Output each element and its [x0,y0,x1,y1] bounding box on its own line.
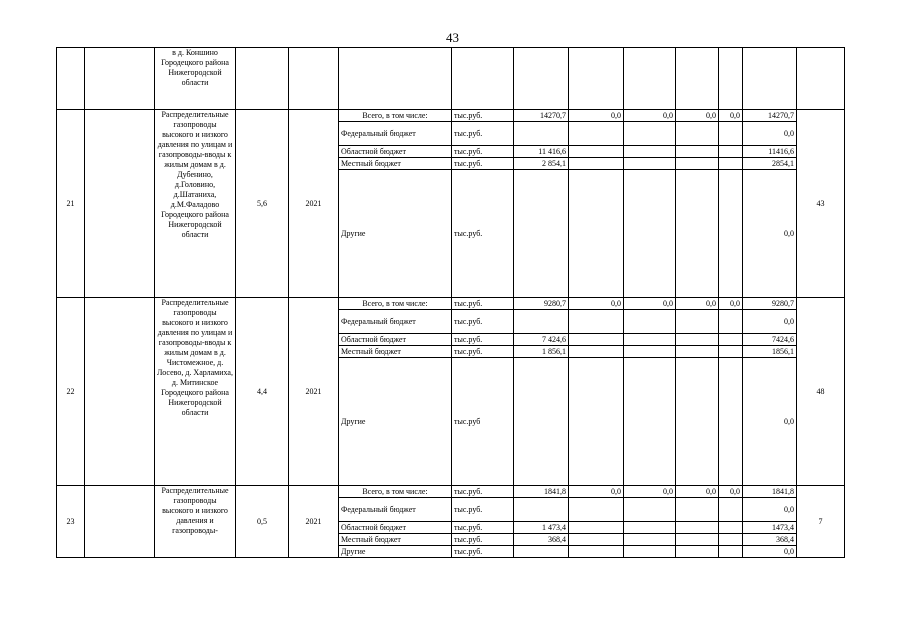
total-cell: 0,0 [743,170,797,298]
value-cell: 1 856,1 [514,346,569,358]
value-cell [624,158,676,170]
value-cell [624,310,676,334]
value-cell [514,310,569,334]
investment-table [56,47,845,558]
total-cell: 14270,7 [743,110,797,122]
value-cell [569,170,624,298]
unit: тыс.руб. [452,346,514,358]
total-cell: 1473,4 [743,522,797,534]
unit: тыс.руб. [452,158,514,170]
object-name: в д. Коншино Городецкого района Нижегородской области [155,48,236,110]
total-cell: 0,0 [743,498,797,522]
value-cell: 0,0 [569,486,624,498]
unit: тыс.руб. [452,122,514,146]
value-cell [624,334,676,346]
value-cell [719,546,743,558]
value-cell [676,534,719,546]
value-cell [676,334,719,346]
table-row [57,486,845,498]
value-cell: 0,0 [719,110,743,122]
value-cell [569,522,624,534]
last-column-value: 7 [797,486,845,558]
value-cell: 0,0 [624,486,676,498]
value-cell [514,546,569,558]
funding-label: Местный бюджет [339,346,452,358]
value-cell: 14270,7 [514,110,569,122]
unit: тыс.руб. [452,170,514,298]
length-km: 4,4 [236,298,289,486]
funding-label: Всего, в том числе: [339,486,452,498]
value-cell [719,346,743,358]
total-cell: 7424,6 [743,334,797,346]
total-cell: 368,4 [743,534,797,546]
value-cell: 0,0 [569,298,624,310]
table-row [57,298,845,310]
value-cell [514,498,569,522]
funding-label: Федеральный бюджет [339,310,452,334]
funding-label: Всего, в том числе: [339,298,452,310]
value-cell: 0,0 [676,110,719,122]
value-cell [676,310,719,334]
object-name: Распределительные газопроводы высокого и низкого давления по улицам и газопроводы-вводы к жилым домам в д. Дубенино, д.Головино, д.Шатаниха, д.М.Фаладово Городецкого района Нижегородской области [155,110,236,298]
unit: тыс.руб. [452,146,514,158]
value-cell [624,122,676,146]
funding-label: Местный бюджет [339,158,452,170]
funding-label: Местный бюджет [339,534,452,546]
total-cell: 0,0 [743,122,797,146]
value-cell [569,534,624,546]
year: 2021 [289,486,339,558]
funding-label: Другие [339,546,452,558]
value-cell [569,498,624,522]
table-row [57,48,845,110]
value-cell [514,358,569,486]
value-cell [719,158,743,170]
value-cell [569,334,624,346]
total-cell: 11416,6 [743,146,797,158]
value-cell [676,158,719,170]
year: 2021 [289,298,339,486]
value-cell: 0,0 [719,486,743,498]
value-cell [569,546,624,558]
object-name: Распределительные газопроводы высокого и низкого давления и газопроводы- [155,486,236,558]
unit: тыс.руб. [452,534,514,546]
funding-label: Областной бюджет [339,334,452,346]
value-cell [569,122,624,146]
value-cell [719,498,743,522]
value-cell [624,534,676,546]
value-cell: 9280,7 [514,298,569,310]
value-cell: 1841,8 [514,486,569,498]
value-cell [676,146,719,158]
value-cell [624,170,676,298]
value-cell [719,522,743,534]
total-cell: 0,0 [743,546,797,558]
funding-label: Федеральный бюджет [339,498,452,522]
row-number: 23 [57,486,85,558]
funding-label: Федеральный бюджет [339,122,452,146]
value-cell: 2 854,1 [514,158,569,170]
row-number: 22 [57,298,85,486]
last-column-value: 48 [797,298,845,486]
unit: тыс.руб. [452,522,514,534]
funding-label: Другие [339,358,452,486]
total-cell: 1841,8 [743,486,797,498]
value-cell [676,522,719,534]
unit: тыс.руб. [452,498,514,522]
year: 2021 [289,110,339,298]
value-cell [569,158,624,170]
value-cell: 11 416,6 [514,146,569,158]
value-cell [719,310,743,334]
unit: тыс.руб. [452,486,514,498]
value-cell [676,170,719,298]
value-cell [624,522,676,534]
value-cell [719,358,743,486]
value-cell: 0,0 [569,110,624,122]
value-cell: 0,0 [624,110,676,122]
unit: тыс.руб. [452,110,514,122]
last-column-value: 43 [797,110,845,298]
value-cell [624,146,676,158]
value-cell [676,346,719,358]
value-cell [624,498,676,522]
value-cell [676,122,719,146]
row-number: 21 [57,110,85,298]
value-cell [719,122,743,146]
total-cell: 1856,1 [743,346,797,358]
value-cell: 368,4 [514,534,569,546]
object-name: Распределительные газопроводы высокого и низкого давления по улицам и газопроводы-вводы к жилым домам в д. Чистомежное, д. Лосево, д. Харламиха, д. Митинское Городецкого района Нижегородской области [155,298,236,486]
funding-label: Другие [339,170,452,298]
value-cell: 0,0 [676,298,719,310]
value-cell [676,546,719,558]
funding-label: Областной бюджет [339,146,452,158]
value-cell [676,498,719,522]
value-cell: 1 473,4 [514,522,569,534]
value-cell [624,546,676,558]
funding-label: Всего, в том числе: [339,110,452,122]
value-cell [624,358,676,486]
unit: тыс.руб. [452,546,514,558]
total-cell: 9280,7 [743,298,797,310]
value-cell [719,534,743,546]
page-number: 43 [446,30,459,45]
value-cell [719,170,743,298]
value-cell [514,122,569,146]
unit: тыс.руб. [452,310,514,334]
total-cell: 0,0 [743,310,797,334]
total-cell: 0,0 [743,358,797,486]
value-cell [569,358,624,486]
length-km: 0,5 [236,486,289,558]
total-cell: 2854,1 [743,158,797,170]
funding-label: Областной бюджет [339,522,452,534]
length-km: 5,6 [236,110,289,298]
value-cell [569,310,624,334]
value-cell [569,146,624,158]
value-cell: 7 424,6 [514,334,569,346]
unit: тыс.руб. [452,334,514,346]
value-cell: 0,0 [624,298,676,310]
table-row [57,110,845,122]
value-cell [719,146,743,158]
value-cell [514,170,569,298]
unit: тыс.руб [452,358,514,486]
value-cell [569,346,624,358]
value-cell [624,346,676,358]
value-cell [676,358,719,486]
value-cell: 0,0 [676,486,719,498]
value-cell [719,334,743,346]
value-cell: 0,0 [719,298,743,310]
unit: тыс.руб. [452,298,514,310]
